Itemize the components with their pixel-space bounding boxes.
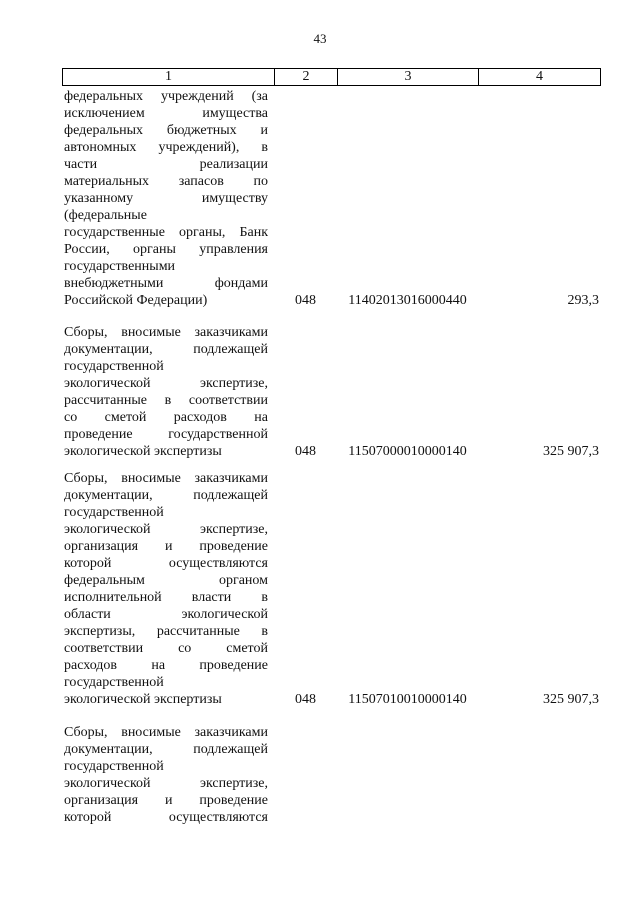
row-text-line: государственной	[64, 759, 164, 774]
row-text-line: государственной	[64, 675, 164, 690]
admin-code-cell: 048	[295, 293, 316, 308]
row-text-line: федеральным органом	[64, 573, 268, 588]
row-text-line: автономных учреждений), в	[64, 140, 268, 155]
row-text-line: экологической экспертизе,	[64, 376, 268, 391]
admin-code-cell: 048	[295, 444, 316, 459]
admin-code-cell: 048	[295, 692, 316, 707]
row-text-line: Сборы, вносимые заказчиками	[64, 725, 268, 740]
row-text-line: экологической экспертизы	[64, 692, 222, 707]
row-text-line: федеральных учреждений (за	[64, 89, 268, 104]
row-text-line: Сборы, вносимые заказчиками	[64, 325, 268, 340]
row-text-line: государственными	[64, 259, 176, 274]
row-text-line: России, органы управления	[64, 242, 268, 257]
row-text-line: документации, подлежащей	[64, 488, 268, 503]
row-text-line: области экологической	[64, 607, 268, 622]
amount-cell: 325 907,3	[543, 692, 599, 707]
budget-code-cell: 11507000010000140	[348, 444, 467, 459]
row-text-line: со сметой расходов на	[64, 410, 268, 425]
row-text-line: внебюджетными фондами	[64, 276, 268, 291]
page-number: 43	[313, 31, 327, 46]
header-col-4: 4	[536, 69, 543, 84]
row-text-line: Российской Федерации)	[64, 293, 208, 308]
row-text-line: материальных запасов по	[64, 174, 268, 189]
amount-cell: 293,3	[567, 293, 599, 308]
row-text-line: экологической экспертизе,	[64, 776, 268, 791]
row-text-line: государственной	[64, 505, 164, 520]
row-text-line: которой осуществляются	[64, 810, 268, 825]
row-text-line: организация и проведение	[64, 539, 268, 554]
row-text-line: которой осуществляются	[64, 556, 268, 571]
row-text-line: исключением имущества	[64, 106, 268, 121]
row-text-line: соответствии со сметой	[64, 641, 268, 656]
row-text-line: экологической экспертизы	[64, 444, 222, 459]
row-text-line: расходов на проведение	[64, 658, 268, 673]
header-col-1: 1	[63, 69, 275, 85]
row-text-line: документации, подлежащей	[64, 742, 268, 757]
row-text-line: Сборы, вносимые заказчиками	[64, 471, 268, 486]
row-text-line: проведение государственной	[64, 427, 268, 442]
row-text-line: экологической экспертизе,	[64, 522, 268, 537]
row-text-line: экспертизы, рассчитанные в	[64, 624, 268, 639]
row-text-line: (федеральные	[64, 208, 147, 223]
header-col-2: 2	[275, 69, 338, 85]
row-text-line: указанному имуществу	[64, 191, 268, 206]
row-text-line: части реализации	[64, 157, 268, 172]
header-col-3: 3	[338, 69, 479, 85]
amount-cell: 325 907,3	[543, 444, 599, 459]
row-text-line: исполнительной власти в	[64, 590, 268, 605]
row-text-line: государственной	[64, 359, 164, 374]
row-text-line: организация и проведение	[64, 793, 268, 808]
table-header	[62, 68, 601, 86]
row-text-line: рассчитанные в соответствии	[64, 393, 268, 408]
budget-code-cell: 11402013016000440	[348, 293, 467, 308]
row-text-line: федеральных бюджетных и	[64, 123, 268, 138]
budget-code-cell: 11507010010000140	[348, 692, 467, 707]
row-text-line: государственные органы, Банк	[64, 225, 268, 240]
row-text-line: документации, подлежащей	[64, 342, 268, 357]
